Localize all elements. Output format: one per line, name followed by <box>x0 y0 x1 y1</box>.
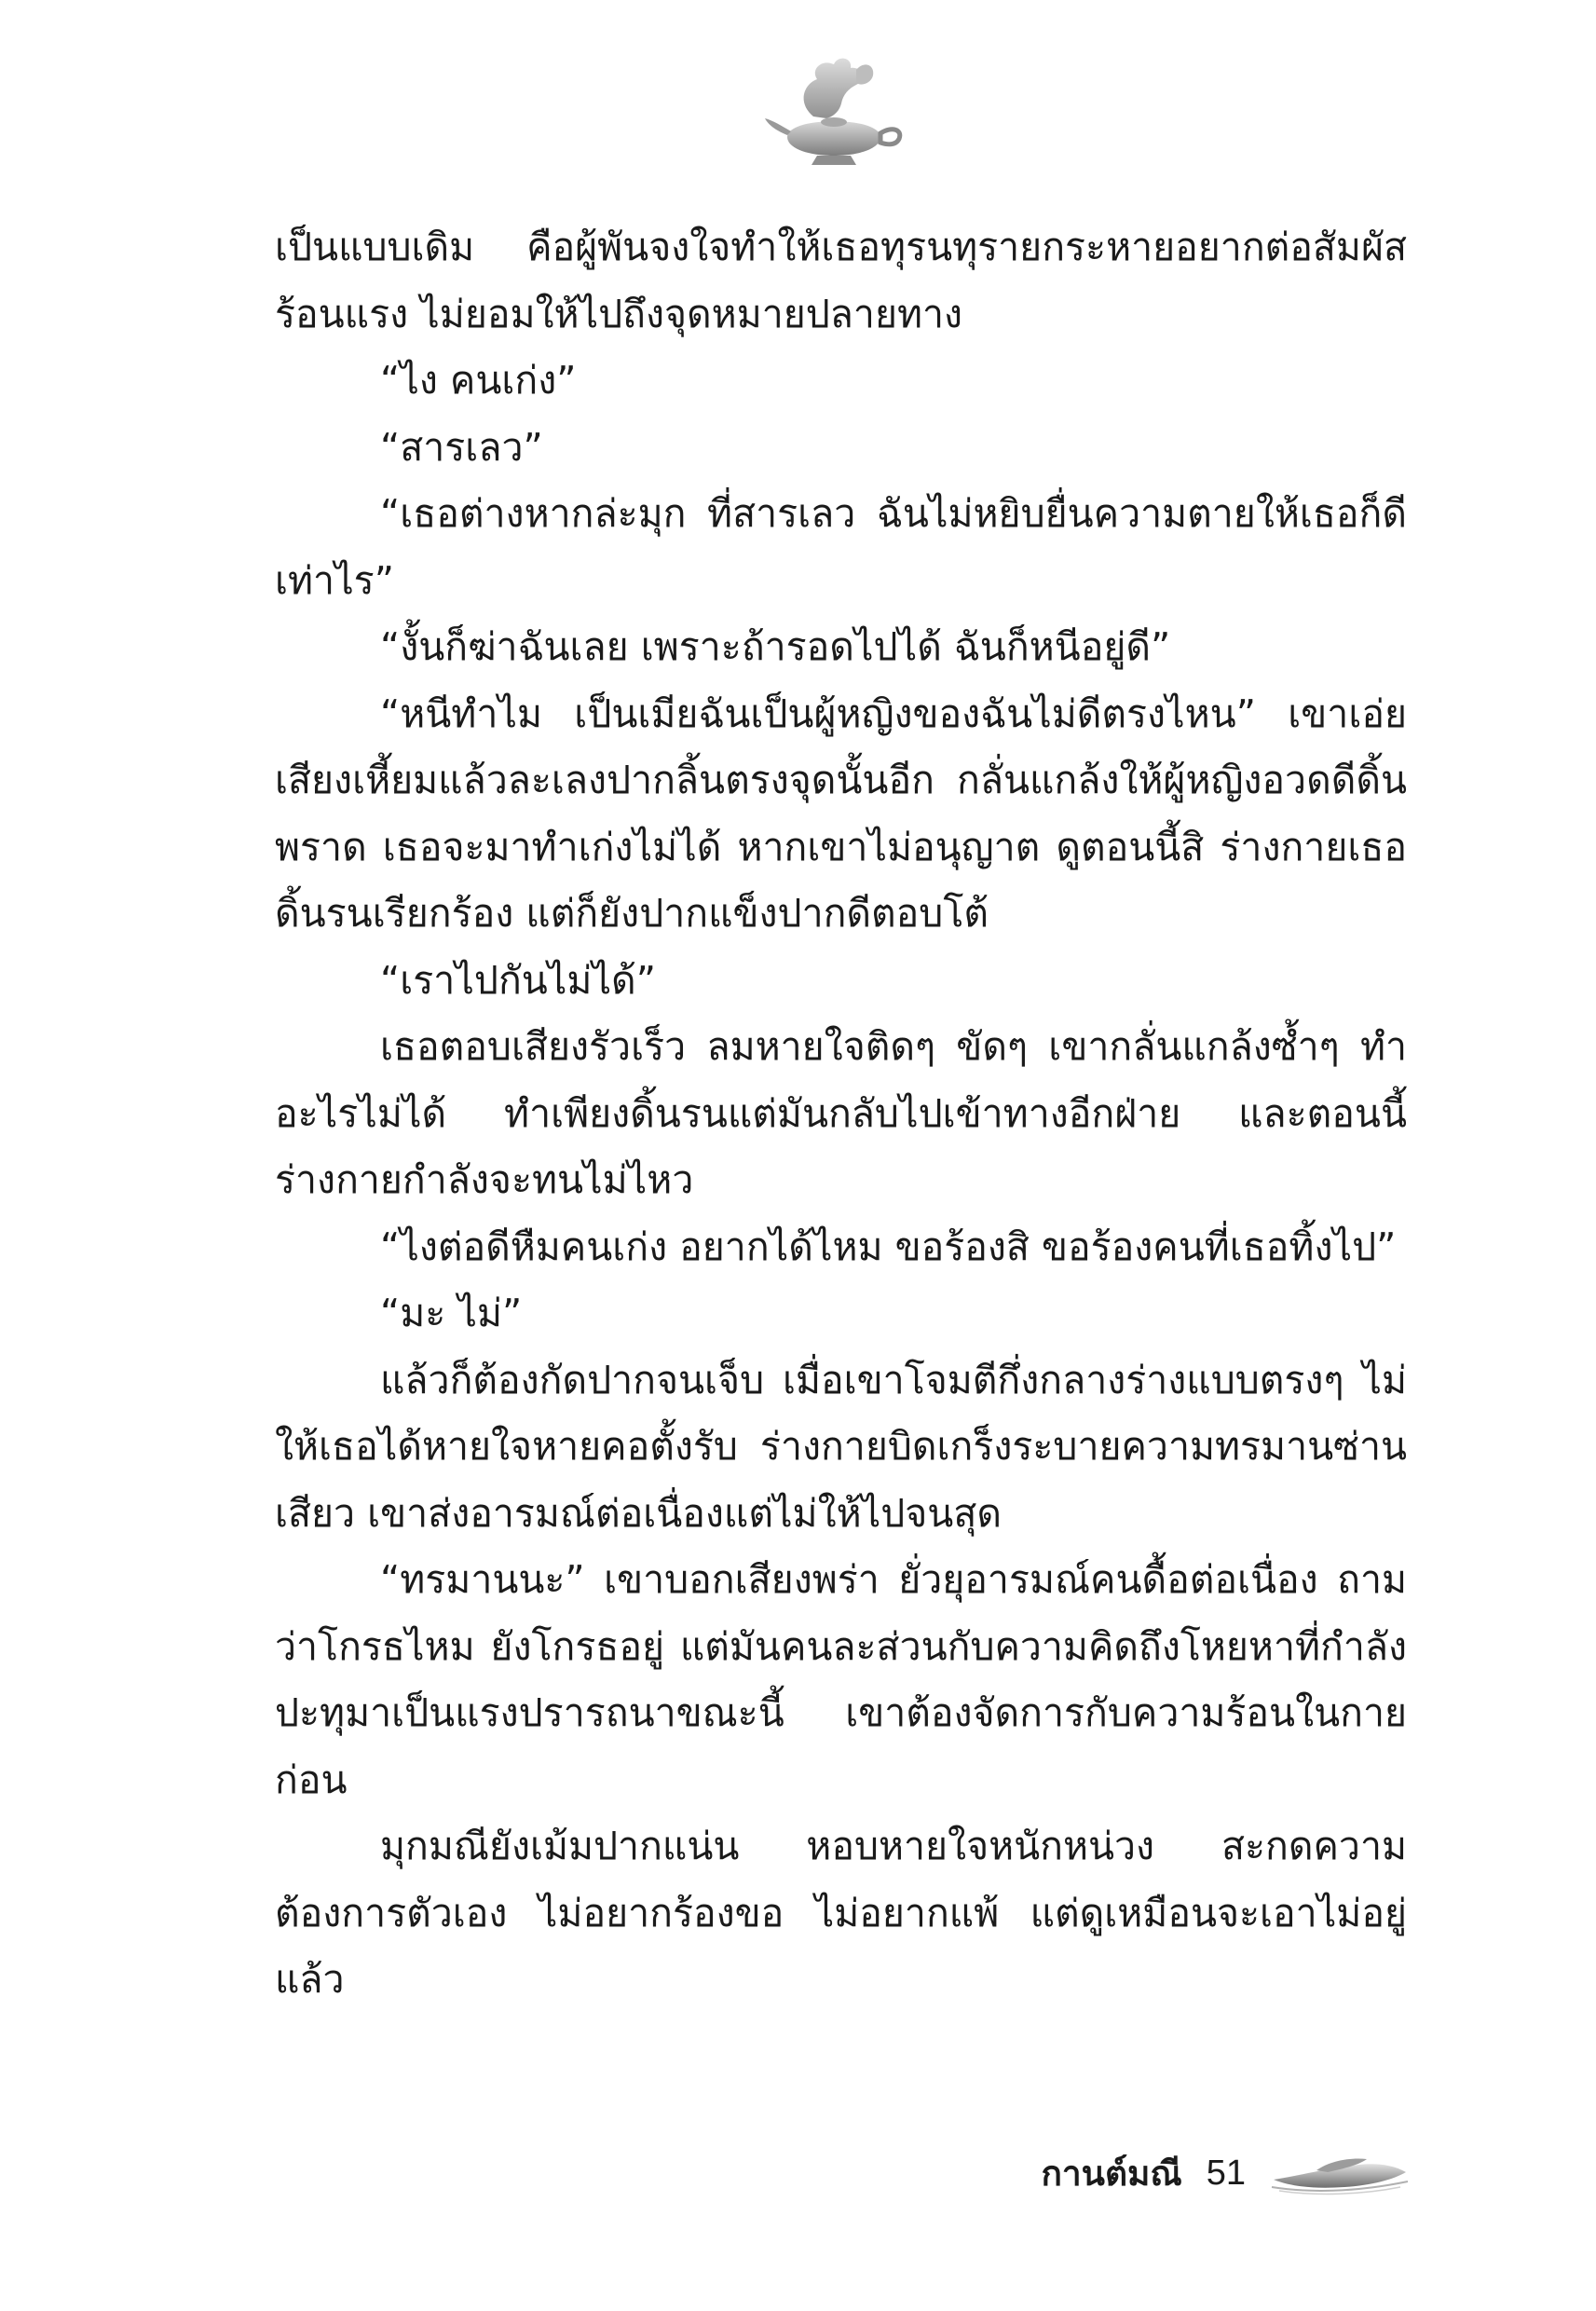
paragraph: “งั้นก็ฆ่าฉันเลย เพราะถ้ารอดไปได้ ฉันก็หนีอยู่ดี” <box>380 624 1171 669</box>
body-text <box>275 214 1407 2014</box>
book-title: กานต์มณี <box>1041 2154 1182 2194</box>
page-number: 51 <box>1206 2154 1246 2193</box>
paragraph: “เราไปกันไม่ได้” <box>380 957 656 1003</box>
paragraph: “หนีทำไม เป็นเมียฉันเป็นผู้หญิงของฉันไม่ดีตรงไหน” เขาเอ่ยเสียงเหี้ยมแล้วละเลงปากลิ้นตรงจุดนั้นอีก กลั่นแกล้งให้ผู้หญิงอวดดีดิ้นพราด เธอจะมาทำเก่งไม่ได้ หากเขาไม่อนุญาต ดูตอนนี้สิ ร่างกายเธอดิ้นรนเรียกร้อง แต่ก็ยังปากแข็งปากดีตอบโต้ <box>275 691 1407 936</box>
paragraph: “ไงต่อดีหืมคนเก่ง อยากได้ไหม ขอร้องสิ ขอร้องคนที่เธอทิ้งไป” <box>380 1224 1397 1269</box>
paragraph: แล้วก็ต้องกัดปากจนเจ็บ เมื่อเขาโจมตีกึ่งกลางร่างแบบตรงๆ ไม่ให้เธอได้หายใจหายคอตั้งรับ ร่างกายบิดเกร็งระบายความทรมานซ่านเสียว เขาส่งอารมณ์ต่อเนื่องแต่ไม่ให้ไปจนสุด <box>275 1357 1407 1536</box>
paragraph: เป็นแบบเดิม คือผู้พันจงใจทำให้เธอทุรนทุรายกระหายอยากต่อสัมผัสร้อนแรง ไม่ยอมให้ไปถึงจุดหมายปลายทาง <box>275 225 1407 336</box>
paragraph: “ทรมานนะ” เขาบอกเสียงพร่า ยั่วยุอารมณ์คนดื้อต่อเนื่อง ถามว่าโกรธไหม ยังโกรธอยู่ แต่มันคนละส่วนกับความคิดถึงโหยหาที่กำลังปะทุมาเป็นแรงปรารถนาขณะนี้ เขาต้องจัดการกับความร้อนในกายก่อน <box>275 1557 1407 1802</box>
speedboat-icon <box>1270 2152 1410 2196</box>
paragraph: “มะ ไม่” <box>380 1291 523 1335</box>
paragraph: “เธอต่างหากล่ะมุก ที่สารเลว ฉันไม่หยิบยื่นความตายให้เธอก็ดีเท่าไร” <box>275 491 1407 603</box>
page-footer <box>1042 2146 1411 2201</box>
paragraph: “สารเลว” <box>380 424 543 470</box>
genie-lamp-icon <box>759 51 908 172</box>
paragraph: เธอตอบเสียงรัวเร็ว ลมหายใจติดๆ ขัดๆ เขากลั่นแกล้งซ้ำๆ ทำอะไรไม่ได้ ทำเพียงดิ้นรนแต่มันกลับไปเข้าทางอีกฝ่าย และตอนนี้ร่างกายกำลังจะทนไม่ไหว <box>275 1024 1407 1202</box>
paragraph: “ไง คนเก่ง” <box>380 358 577 403</box>
paragraph: มุกมณียังเม้มปากแน่น หอบหายใจหนักหน่วง สะกดความต้องการตัวเอง ไม่อยากร้องขอ ไม่อยากแพ้ แต่ดูเหมือนจะเอาไม่อยู่แล้ว <box>275 1824 1407 2002</box>
